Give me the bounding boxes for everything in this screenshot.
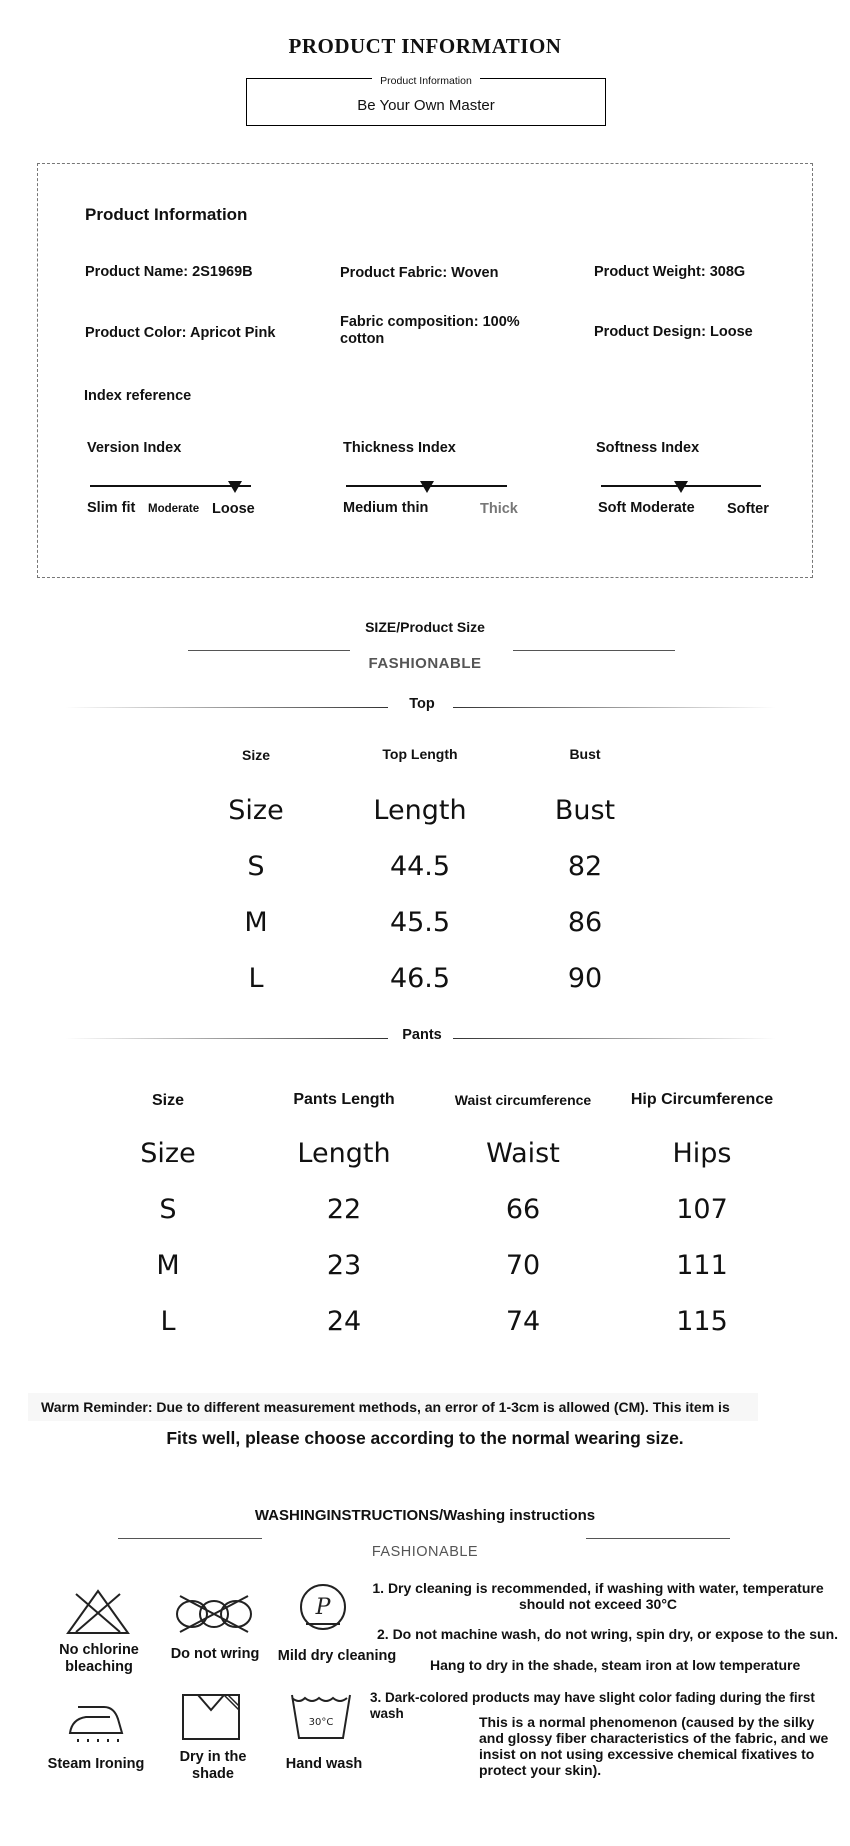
top-row-l-size: L	[248, 963, 264, 994]
pants-row-m-hips: 111	[676, 1250, 728, 1281]
instruction-1: 1. Dry cleaning is recommended, if washing with water, temperature should not exceed 30°C	[372, 1580, 824, 1612]
top-col-length: Length	[373, 795, 467, 826]
title-tag-box	[246, 75, 606, 126]
pants-row-s-waist: 66	[505, 1194, 541, 1225]
pants-col-hips: Hips	[672, 1138, 732, 1169]
pants-col-length: Length	[297, 1138, 391, 1169]
version-right-label: Loose	[212, 501, 255, 517]
dry-in-shade-label: Dry in the shade	[179, 1749, 247, 1782]
washing-title: WASHINGINSTRUCTIONS/Washing instructions	[254, 1507, 596, 1524]
product-color: Product Color: Apricot Pink	[85, 325, 276, 341]
thickness-left-label: Medium thin	[343, 500, 429, 516]
fabric-composition: Fabric composition: 100% cotton	[340, 314, 520, 347]
pants-header-waist: Waist circumference	[454, 1092, 592, 1108]
pants-row-s-length: 22	[326, 1194, 362, 1225]
washing-divider-left	[118, 1538, 262, 1539]
product-fabric: Product Fabric: Woven	[340, 265, 499, 281]
top-row-s-length: 44.5	[389, 851, 451, 882]
top-header-length: Top Length	[382, 746, 458, 762]
size-section-title: SIZE/Product Size	[365, 619, 485, 635]
divider-left	[188, 650, 350, 651]
softness-index-title: Softness Index	[596, 440, 700, 456]
tag-slogan: Be Your Own Master	[357, 97, 495, 114]
top-row-s-bust: 82	[567, 851, 603, 882]
index-reference-label: Index reference	[84, 388, 192, 404]
pants-row-s-size: S	[159, 1194, 177, 1225]
no-chlorine-label: No chlorine bleaching	[59, 1642, 139, 1675]
instruction-2: 2. Do not machine wash, do not wring, spin dry, or expose to the sun.	[377, 1626, 839, 1642]
no-wring-label: Do not wring	[170, 1646, 260, 1662]
pants-row-l-length: 24	[326, 1306, 362, 1337]
no-wring-icon	[174, 1592, 254, 1636]
thickness-right-label: Thick	[480, 501, 518, 517]
mild-dry-letter: P	[315, 1595, 331, 1620]
pants-header-size: Size	[151, 1092, 184, 1109]
top-row-m-length: 45.5	[389, 907, 451, 938]
pants-row-m-length: 23	[326, 1250, 362, 1281]
info-heading: Product Information	[85, 205, 248, 224]
pants-divider-right	[453, 1038, 776, 1039]
washing-divider-right	[586, 1538, 730, 1539]
pants-col-size: Size	[140, 1138, 196, 1169]
top-header-size: Size	[241, 747, 270, 763]
size-subtitle: FASHIONABLE	[368, 655, 482, 672]
steam-iron-icon	[66, 1697, 126, 1743]
version-left-label: Slim fit	[87, 500, 136, 516]
top-col-bust: Bust	[554, 795, 616, 826]
instruction-2b: Hang to dry in the shade, steam iron at low temperature	[430, 1657, 801, 1673]
softness-marker-icon	[674, 481, 688, 493]
product-design: Product Design: Loose	[594, 324, 753, 340]
hand-wash-icon	[289, 1692, 353, 1742]
product-name: Product Name: 2S1969B	[85, 264, 253, 280]
top-divider-right	[453, 707, 776, 708]
top-table-title: Top	[409, 696, 435, 712]
version-index-title: Version Index	[87, 440, 182, 456]
softness-right-label: Softer	[727, 501, 769, 517]
pants-header-length: Pants Length	[293, 1091, 395, 1108]
hand-wash-temp: 30°C	[308, 1717, 334, 1728]
washing-subtitle: FASHIONABLE	[371, 1544, 479, 1560]
top-row-m-bust: 86	[567, 907, 603, 938]
mild-dry-cleaning-icon	[298, 1582, 348, 1632]
page-title: PRODUCT INFORMATION	[288, 34, 562, 58]
tag-caption-text: Product Information	[372, 75, 480, 87]
pants-header-hip: Hip Circumference	[630, 1091, 774, 1108]
hand-wash-label: Hand wash	[285, 1756, 363, 1772]
warm-reminder: Warm Reminder: Due to different measurement methods, an error of 1-3cm is allowed (CM). This item is	[28, 1393, 758, 1421]
thickness-marker-icon	[420, 481, 434, 493]
top-col-size: Size	[228, 795, 284, 826]
tag-caption	[247, 71, 605, 89]
top-row-m-size: M	[244, 907, 268, 938]
mild-dry-cleaning-label: Mild dry cleaning	[277, 1648, 397, 1664]
pants-row-l-size: L	[160, 1306, 176, 1337]
top-row-l-bust: 90	[567, 963, 603, 994]
pants-table-title: Pants	[402, 1027, 442, 1043]
instruction-3b: This is a normal phenomenon (caused by the silky and glossy fiber characteristics of the fabric, and we insist on not using excessive chemical fixatives to protect your skin).	[479, 1714, 829, 1778]
version-middle-label: Moderate	[148, 503, 200, 515]
softness-left-label: Soft Moderate	[598, 500, 695, 516]
pants-row-l-hips: 115	[676, 1306, 728, 1337]
product-weight: Product Weight: 308G	[594, 264, 746, 280]
pants-divider-left	[65, 1038, 388, 1039]
version-scale-line	[90, 485, 251, 487]
fit-note: Fits well, please choose according to the normal wearing size.	[166, 1428, 684, 1448]
pants-row-m-size: M	[156, 1250, 180, 1281]
version-marker-icon	[228, 481, 242, 493]
pants-row-l-waist: 74	[505, 1306, 541, 1337]
pants-row-s-hips: 107	[676, 1194, 728, 1225]
top-divider-left	[65, 707, 388, 708]
dry-in-shade-icon	[180, 1692, 242, 1742]
divider-right	[513, 650, 675, 651]
instruction-3: 3. Dark-colored products may have slight color fading during the first wash	[370, 1690, 815, 1721]
thickness-index-title: Thickness Index	[343, 440, 456, 456]
top-row-s-size: S	[247, 851, 265, 882]
top-row-l-length: 46.5	[389, 963, 451, 994]
steam-ironing-label: Steam Ironing	[47, 1756, 145, 1772]
pants-col-waist: Waist	[486, 1138, 560, 1169]
no-chlorine-icon	[66, 1588, 130, 1636]
pants-row-m-waist: 70	[505, 1250, 541, 1281]
top-header-bust: Bust	[569, 746, 601, 762]
